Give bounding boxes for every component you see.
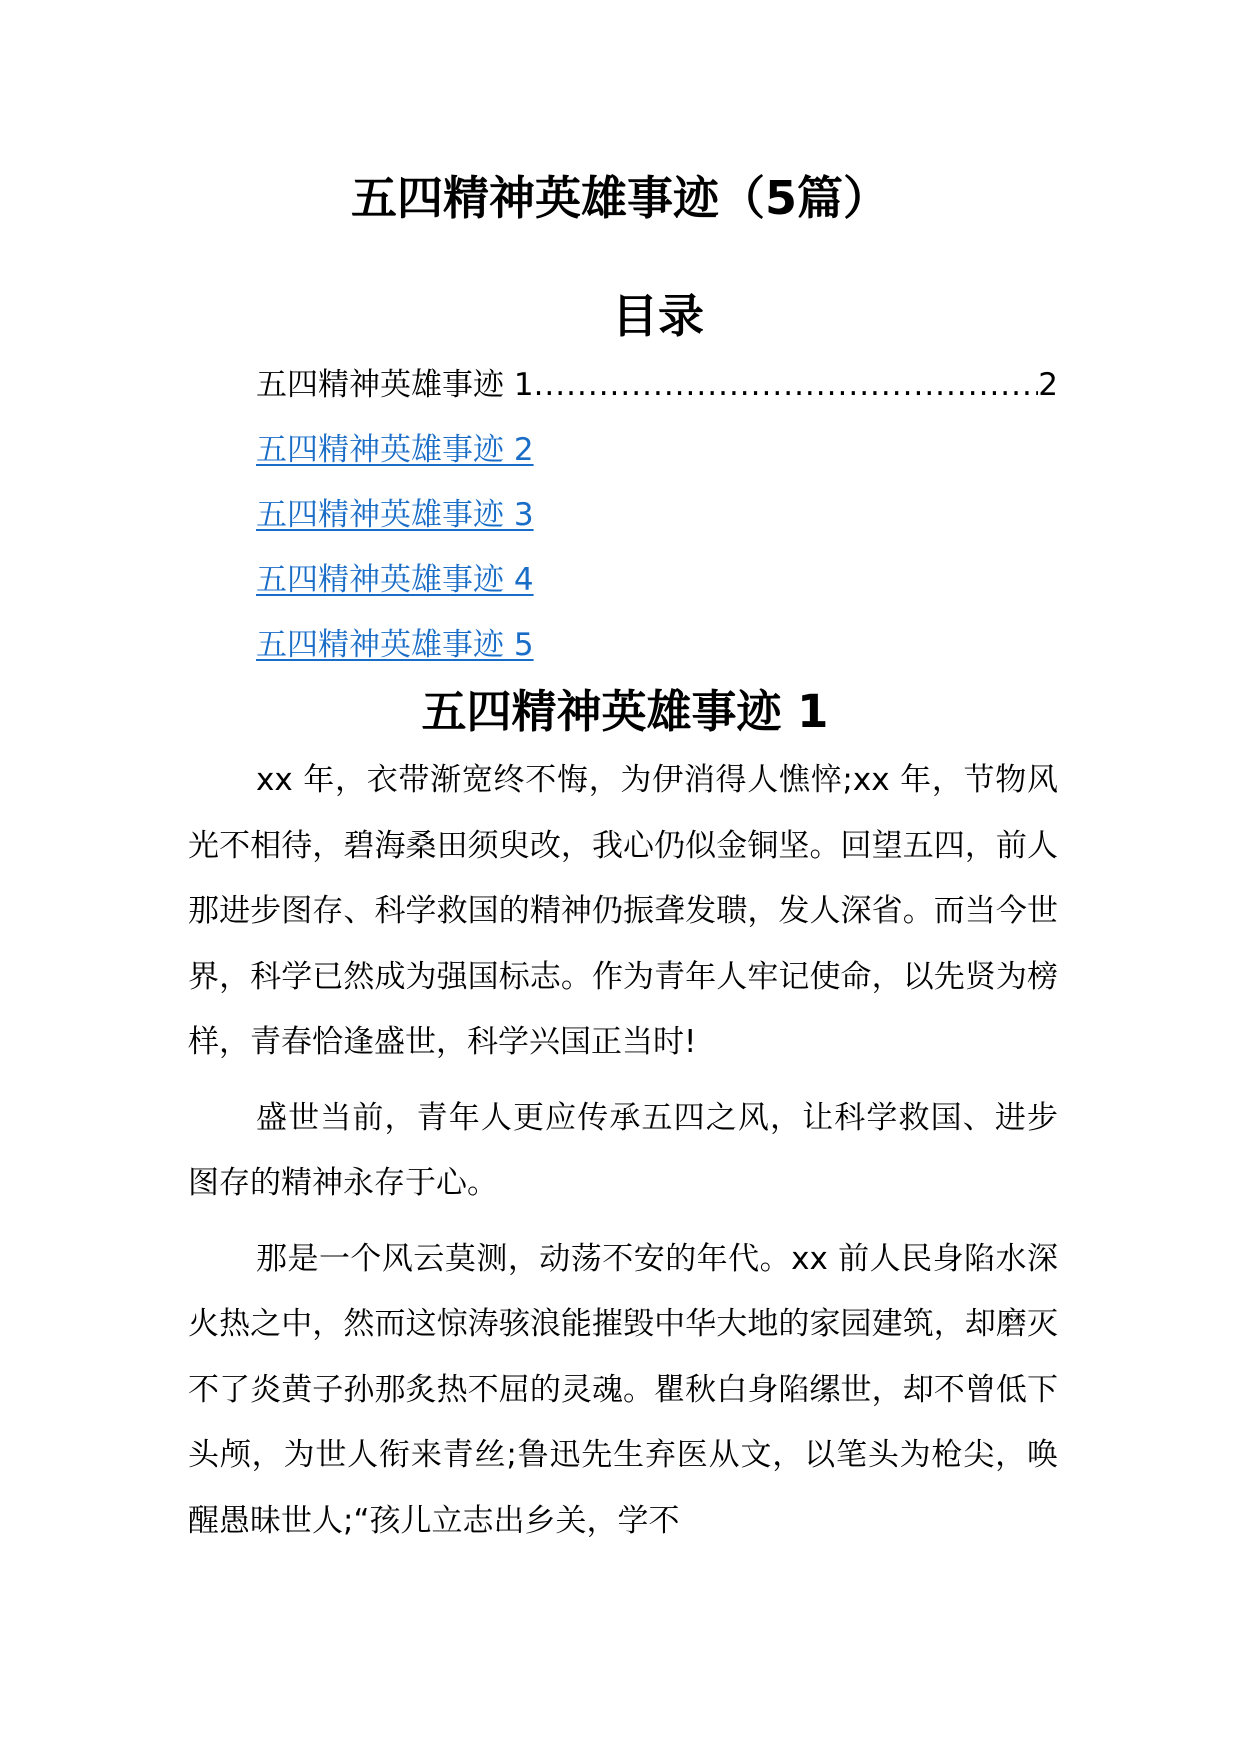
toc-entry-4: [256, 555, 1058, 620]
section-title: 五四精神英雄事迹 1: [421, 685, 829, 738]
toc-link-5[interactable]: 五四精神英雄事迹 5: [256, 627, 534, 663]
section-body: [188, 748, 1058, 1564]
toc-heading: 目录: [612, 289, 704, 343]
toc-link-2[interactable]: 五四精神英雄事迹 2: [256, 432, 534, 468]
body-paragraph-1: xx 年，衣带渐宽终不悔，为伊消得人憔悴;xx 年，节物风光不相待，碧海桑田须臾改，我心仍似金铜坚。回望五四，前人那进步图存、科学救国的精神仍振聋发聩，发人深省。而当今世界，科学已然成为强国标志。作为青年人牢记使命，以先贤为榜样，青春恰逢盛世，科学兴国正当时!: [188, 762, 1058, 1060]
toc-entry-1[interactable]: [256, 360, 1058, 425]
toc-entry-2: [256, 425, 1058, 490]
toc-link-3[interactable]: 五四精神英雄事迹 3: [256, 497, 534, 533]
toc-entry-3: [256, 490, 1058, 555]
document-title: 五四精神英雄事迹（5篇）: [350, 171, 889, 225]
toc-link-4[interactable]: 五四精神英雄事迹 4: [256, 562, 534, 598]
toc-entry-page-number: 2: [1038, 367, 1058, 403]
toc-entry-5: [256, 620, 1058, 685]
body-paragraph-3: 那是一个风云莫测，动荡不安的年代。xx 前人民身陷水深火热之中，然而这惊涛骇浪能摧毁中华大地的家园建筑，却磨灭不了炎黄子孙那炙热不屈的灵魂。瞿秋白身陷缧世，却不曾低下头颅，为世人衔来青丝;鲁迅先生弃医从文，以笔头为枪尖，唤醒愚昧世人;“孩儿立志出乡关，学不: [188, 1240, 1058, 1539]
table-of-contents: [256, 360, 1058, 685]
body-paragraph-2: 盛世当前，青年人更应传承五四之风，让科学救国、进步图存的精神永存于心。: [188, 1099, 1058, 1201]
toc-dot-leader: [534, 360, 1039, 410]
toc-entry-label: 五四精神英雄事迹 1: [256, 367, 534, 403]
